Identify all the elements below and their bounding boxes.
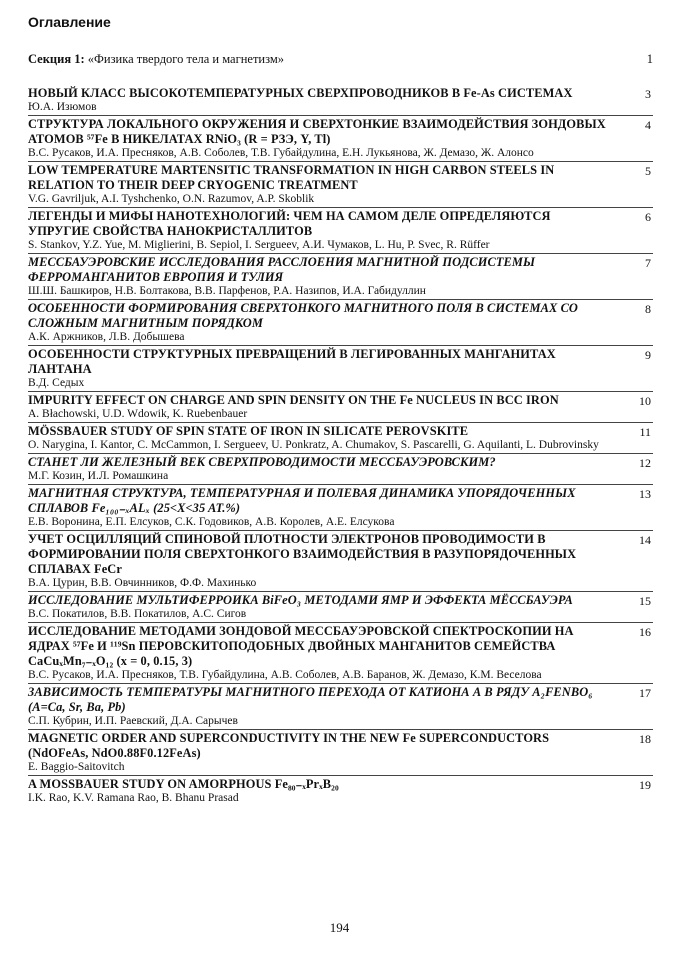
toc-entry (28, 591, 653, 621)
entry-title: ОСОБЕННОСТИ СТРУКТУРНЫХ ПРЕВРАЩЕНИЙ В ЛЕГИРОВАННЫХ МАНГАНИТАХ ЛАНТАНА (28, 347, 556, 376)
entry-page: 10 (639, 394, 651, 408)
toc-entry (28, 729, 653, 774)
entry-page: 5 (645, 164, 651, 178)
entry-title: УЧЕТ ОСЦИЛЛЯЦИЙ СПИНОВОЙ ПЛОТНОСТИ ЭЛЕКТРОНОВ ПРОВОДИМОСТИ В ФОРМИРОВАНИИ ПОЛЯ СВЕРХТОНКОГО ВЗАИМОДЕЙСТВИЯ В РАЗУПОРЯДОЧЕННЫХ СПЛАВАХ FeCr (28, 532, 577, 576)
toc-entry (28, 115, 653, 160)
toc-entry (28, 530, 653, 590)
entry-title: MÖSSBAUER STUDY OF SPIN STATE OF IRON IN SILICATE PEROVSKITE (28, 424, 469, 438)
entry-authors: М.Г. Козин, И.Л. Ромашкина (28, 470, 169, 482)
entry-title: НОВЫЙ КЛАСС ВЫСОКОТЕМПЕРАТУРНЫХ СВЕРХПРОВОДНИКОВ В Fe-As СИСТЕМАХ (28, 86, 573, 100)
entry-authors: V.G. Gavriljuk, A.I. Tyshchenko, O.N. Razumov, A.P. Skoblik (28, 193, 315, 205)
toc-page (28, 14, 653, 806)
entry-title: ЛЕГЕНДЫ И МИФЫ НАНОТЕХНОЛОГИЙ: ЧЕМ НА САМОМ ДЕЛЕ ОПРЕДЕЛЯЮТСЯ УПРУГИЕ СВОЙСТВА НАНОКРИСТАЛЛИТОВ (28, 209, 551, 238)
toc-entry (28, 622, 653, 682)
entry-title: СТРУКТУРА ЛОКАЛЬНОГО ОКРУЖЕНИЯ И СВЕРХТОНКИЕ ВЗАИМОДЕЙСТВИЯ ЗОНДОВЫХ АТОМОВ ⁵⁷Fe В НИКЕЛАТАХ RNiO₃ (R = РЗЭ, Y, Tl) (28, 117, 606, 146)
entry-page: 13 (639, 487, 651, 501)
section-name: «Физика твердого тела и магнетизм» (84, 52, 285, 66)
toc-entry (28, 345, 653, 390)
toc-entry (28, 207, 653, 252)
section-page: 1 (646, 52, 653, 66)
toc-entry (28, 775, 653, 805)
entry-authors: Ш.Ш. Башкиров, Н.В. Болтакова, В.В. Парфенов, Р.А. Назипов, И.А. Габидуллин (28, 285, 426, 297)
entry-page: 17 (639, 686, 651, 700)
entry-authors: A. Błachowski, U.D. Wdowik, K. Ruebenbauer (28, 408, 248, 420)
entry-authors: В.С. Русаков, И.А. Пресняков, А.В. Соболев, Т.В. Губайдулина, Е.Н. Лукьянова, Ж. Демазо, Ж. Алонсо (28, 147, 534, 159)
section-header (28, 52, 653, 67)
entry-page: 8 (645, 302, 651, 316)
toc-entry (28, 253, 653, 298)
toc-heading: Оглавление (28, 14, 111, 30)
toc-entry (28, 85, 653, 114)
entry-authors: В.С. Покатилов, В.В. Покатилов, А.С. Сигов (28, 608, 247, 620)
entry-title: ИССЛЕДОВАНИЕ МЕТОДАМИ ЗОНДОВОЙ МЕССБАУЭРОВСКОЙ СПЕКТРОСКОПИИ НА ЯДРАХ ⁵⁷Fe И ¹¹⁹Sn ПЕРОВСКИТОПОДОБНЫХ ДВОЙНЫХ МАНГАНИТОВ СЕМЕЙСТВА CaCuₓMn₇₋ₓO₁₂ (x = 0, 0.15, 3) (28, 624, 574, 668)
entry-authors: В.С. Русаков, И.А. Пресняков, Т.В. Губайдулина, А.В. Соболев, А.В. Баранов, Ж. Демазо, К.М. Веселова (28, 669, 542, 681)
entry-authors: E. Baggio-Saitovitch (28, 761, 125, 773)
entry-authors: В.А. Цурин, В.В. Овчинников, Ф.Ф. Махинько (28, 577, 257, 589)
toc-entry (28, 299, 653, 344)
entry-title: ОСОБЕННОСТИ ФОРМИРОВАНИЯ СВЕРХТОНКОГО МАГНИТНОГО ПОЛЯ В СИСТЕМАХ СО СЛОЖНЫМ МАГНИТНЫМ ПОРЯДКОМ (28, 301, 578, 330)
entry-authors: I.K. Rao, K.V. Ramana Rao, B. Bhanu Prasad (28, 792, 239, 804)
entry-page: 9 (645, 348, 651, 362)
entry-page: 7 (645, 256, 651, 270)
section-label: Секция 1: (28, 52, 85, 66)
entry-page: 6 (645, 210, 651, 224)
entry-title: СТАНЕТ ЛИ ЖЕЛЕЗНЫЙ ВЕК СВЕРХПРОВОДИМОСТИ МЕССБАУЭРОВСКИМ? (28, 455, 496, 469)
toc-entry (28, 453, 653, 483)
entry-page: 3 (645, 87, 651, 101)
toc-entry (28, 683, 653, 728)
entry-title: ЗАВИСИМОСТЬ ТЕМПЕРАТУРЫ МАГНИТНОГО ПЕРЕХОДА ОТ КАТИОНА А В РЯДУ A₂FENBO₆ (A=Ca, Sr, Ba, Pb) (28, 685, 593, 714)
entry-page: 19 (639, 778, 651, 792)
entry-authors: С.П. Кубрин, И.П. Раевский, Д.А. Сарычев (28, 715, 238, 727)
entry-title: МЕССБАУЭРОВСКИЕ ИССЛЕДОВАНИЯ РАССЛОЕНИЯ МАГНИТНОЙ ПОДСИСТЕМЫ ФЕРРОМАНГАНИТОВ ЕВРОПИЯ И ТУЛИЯ (28, 255, 536, 284)
entry-authors: Ю.А. Изюмов (28, 101, 97, 113)
entry-authors: А.К. Аржников, Л.В. Добышева (28, 331, 185, 343)
entry-title: IMPURITY EFFECT ON CHARGE AND SPIN DENSITY ON THE Fe NUCLEUS IN BCC IRON (28, 393, 559, 407)
entry-page: 11 (639, 425, 651, 439)
entry-authors: Е.В. Воронина, Е.П. Елсуков, С.К. Годовиков, А.В. Королев, А.Е. Елсукова (28, 516, 395, 528)
entry-title: МАГНИТНАЯ СТРУКТУРА, ТЕМПЕРАТУРНАЯ И ПОЛЕВАЯ ДИНАМИКА УПОРЯДОЧЕННЫХ СПЛАВОВ Fe₁₀₀₋ₓALₓ (25<X<35 AT.%) (28, 486, 576, 515)
toc-entry (28, 422, 653, 452)
page-number: 194 (329, 920, 350, 935)
entry-authors: В.Д. Седых (28, 377, 85, 389)
entry-title: MAGNETIC ORDER AND SUPERCONDUCTIVITY IN THE NEW Fe SUPERCONDUCTORS (NdOFeAs, NdO0.88F0.12FeAs) (28, 731, 550, 760)
section-title (28, 52, 284, 67)
entry-authors: S. Stankov, Y.Z. Yue, M. Miglierini, B. Sepiol, I. Sergueev, А.И. Чумаков, L. Hu, P. Svec, R. Rüffer (28, 239, 490, 251)
entry-authors: O. Narygina, I. Kantor, C. McCammon, I. Sergueev, U. Ponkratz, A. Chumakov, S. Pascarelli, G. Aquilanti, L. Dubrovinsky (28, 439, 599, 451)
entry-page: 12 (639, 456, 651, 470)
entry-title: LOW TEMPERATURE MARTENSITIC TRANSFORMATION IN HIGH CARBON STEELS IN RELATION TO THEIR DEEP CRYOGENIC TREATMENT (28, 163, 555, 192)
entry-page: 16 (639, 625, 651, 639)
entry-page: 18 (639, 732, 651, 746)
entry-title: ИССЛЕДОВАНИЕ МУЛЬТИФЕРРОИКА BiFeO₃ МЕТОДАМИ ЯМР И ЭФФЕКТА МЁССБАУЭРА (28, 593, 573, 607)
entry-page: 14 (639, 533, 651, 547)
entry-title: A MOSSBAUER STUDY ON AMORPHOUS Fe₈₀₋ₓPrₓB₂₀ (28, 777, 339, 791)
toc-entry (28, 391, 653, 421)
entry-page: 15 (639, 594, 651, 608)
toc-entry (28, 484, 653, 529)
toc-entry (28, 161, 653, 206)
entry-page: 4 (645, 118, 651, 132)
toc-entries (28, 85, 653, 805)
